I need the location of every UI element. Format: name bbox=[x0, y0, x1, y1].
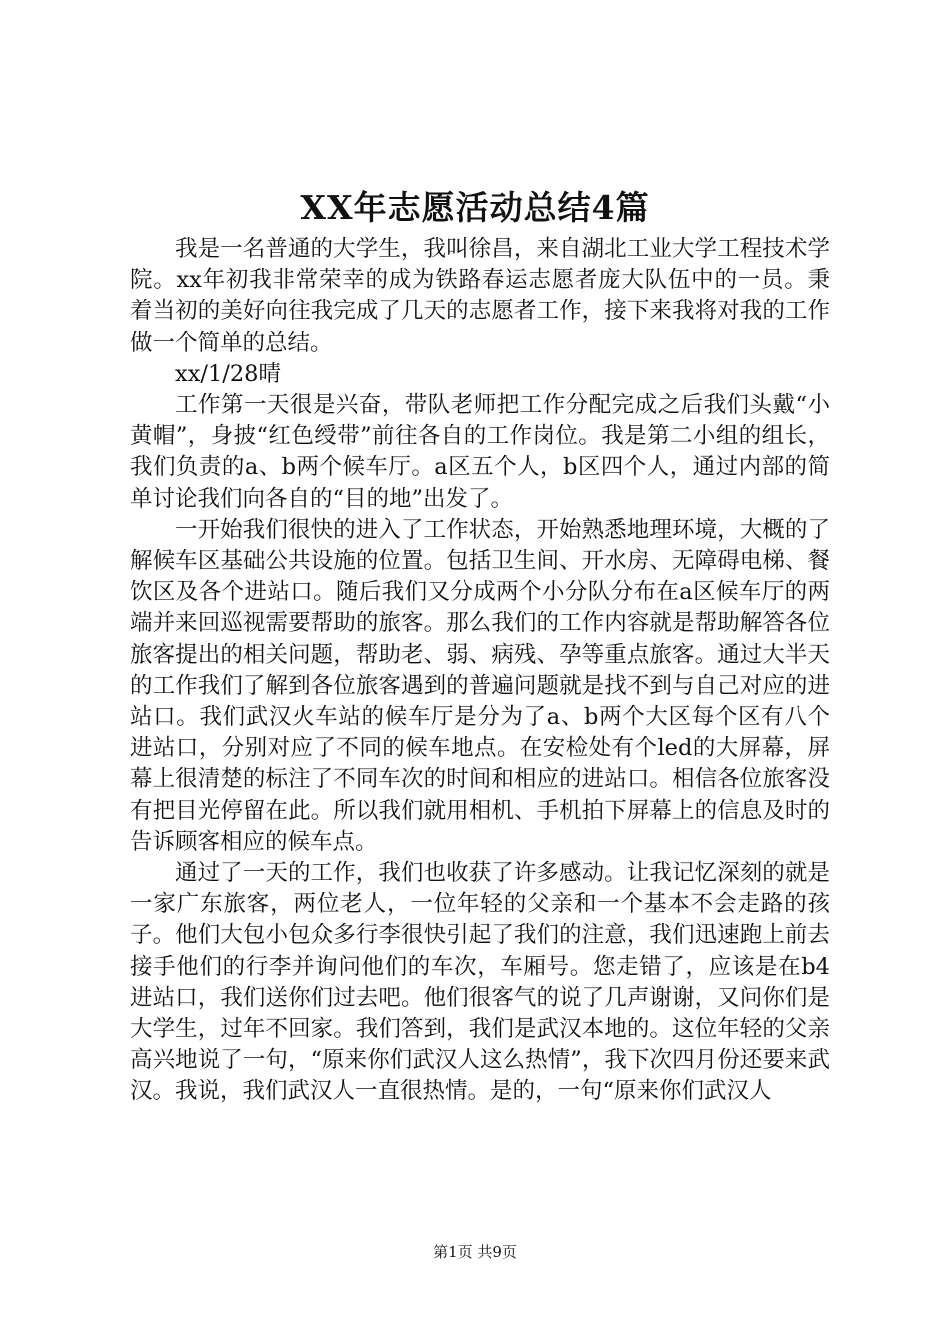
document-body bbox=[130, 234, 830, 1108]
paragraph-work-content: 一开始我们很快的进入了工作状态，开始熟悉地理环境，大概的了解候车区基础公共设施的位置。包括卫生间、开水房、无障碍电梯、餐饮区及各个进站口。随后我们又分成两个小分队分布在a区候车厅的两端并来回巡视需要帮助的旅客。那么我们的工作内容就是帮助解答各位旅客提出的相关问题，帮助老、弱、病残、孕等重点旅客。通过大半天的工作我们了解到各位旅客遇到的普遍问题就是找不到与自己对应的进站口。我们武汉火车站的候车厅是分为了a、b两个大区每个区有八个进站口，分别对应了不同的候车地点。在安检处有个led的大屏幕，屏幕上很清楚的标注了不同车次的时间和相应的进站口。相信各位旅客没有把目光停留在此。所以我们就用相机、手机拍下屏幕上的信息及时的告诉顾客相应的候车点。 bbox=[130, 516, 830, 855]
diary-date: xx/1/28晴 bbox=[175, 360, 281, 387]
document-title: XX年志愿活动总结4篇 bbox=[300, 188, 650, 227]
page-footer: 第1页 共9页 bbox=[433, 1243, 517, 1261]
paragraph-intro: 我是一名普通的大学生，我叫徐昌，来自湖北工业大学工程技术学院。xx年初我非常荣幸的成为铁路春运志愿者庞大队伍中的一员。秉着当初的美好向往我完成了几天的志愿者工作，接下来我将对我的工作做一个简单的总结。 bbox=[130, 236, 830, 356]
paragraph-touching-story: 通过了一天的工作，我们也收获了许多感动。让我记忆深刻的就是一家广东旅客，两位老人，一位年轻的父亲和一个基本不会走路的孩子。他们大包小包众多行李很快引起了我们的注意，我们迅速跑上前去接手他们的行李并询问他们的车次，车厢号。您走错了，应该是在b4进站口，我们送你们过去吧。他们很客气的说了几声谢谢，又问你们是大学生，过年不回家。我们答到，我们是武汉本地的。这位年轻的父亲高兴地说了一句，“原来你们武汉人这么热情”，我下次四月份还要来武汉。我说，我们武汉人一直很热情。是的，一句“原来你们武汉人 bbox=[130, 860, 830, 1105]
paragraph-first-day: 工作第一天很是兴奋，带队老师把工作分配完成之后我们头戴“小黄帽”，身披“红色绶带”前往各自的工作岗位。我是第二小组的组长，我们负责的a、b两个候车厅。a区五个人，b区四个人，通过内部的简单讨论我们向各自的“目的地”出发了。 bbox=[130, 392, 830, 512]
